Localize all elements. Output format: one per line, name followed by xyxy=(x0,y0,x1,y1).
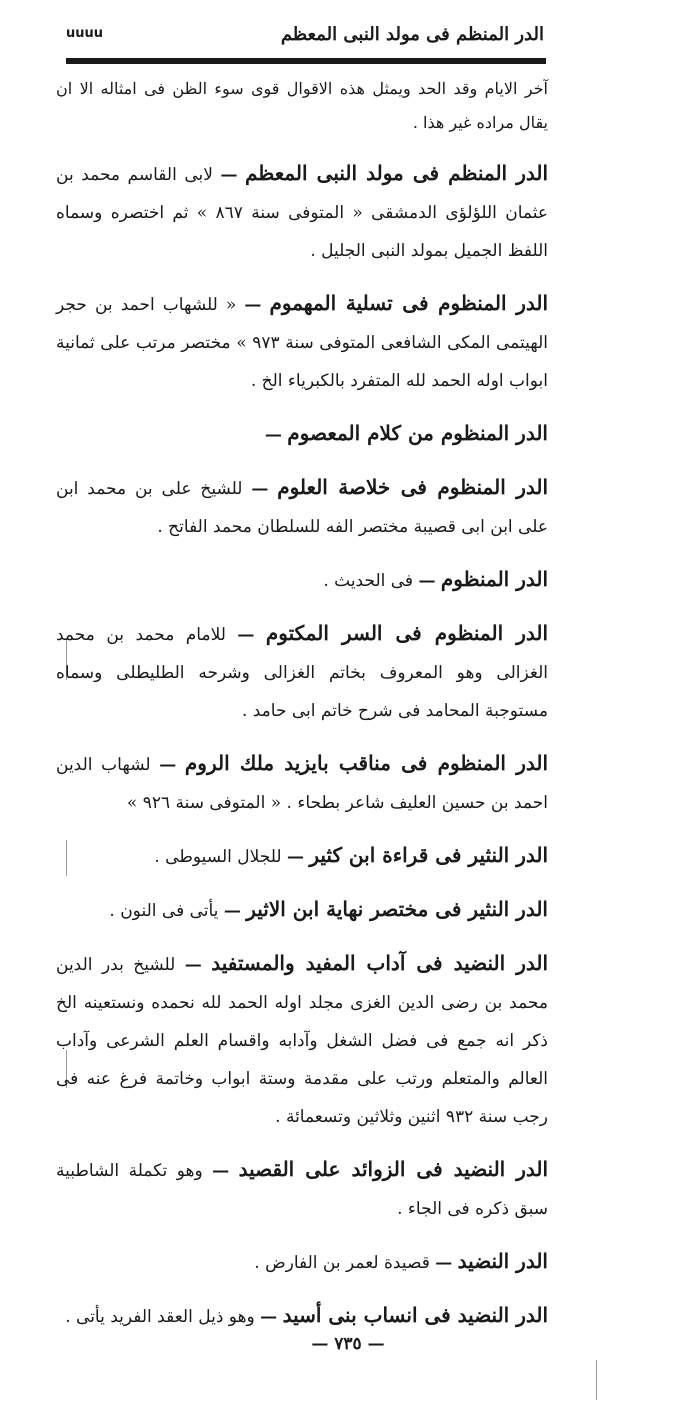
entry-paragraph xyxy=(56,284,548,400)
bibliography-entry xyxy=(56,1150,548,1228)
bibliography-entry xyxy=(56,1296,548,1336)
bibliography-entry xyxy=(56,560,548,600)
entry-title: الدر المنظوم فى مناقب بايزيد ملك الروم xyxy=(184,751,549,775)
entry-paragraph xyxy=(56,560,548,600)
entry-separator: — xyxy=(184,955,202,975)
entry-text: للجلال السيوطى . xyxy=(154,847,282,867)
entry-title: الدر المنظوم فى تسلية المهموم xyxy=(269,291,548,315)
bibliography-entry xyxy=(56,414,548,454)
entry-title: الدر المنظوم من كلام المعصوم xyxy=(287,421,548,445)
margin-mark xyxy=(596,1360,597,1400)
entry-separator: — xyxy=(251,479,269,499)
entry-text: لابى القاسم محمد بن عثمان اللؤلؤى الدمشقى « المتوفى سنة ٨٦٧ » ثم اختصره وسماه اللفظ الجميل بمولد النبى الجليل . xyxy=(56,165,548,261)
bibliography-entry xyxy=(56,72,548,140)
entry-paragraph xyxy=(56,468,548,546)
entry-title: الدر المنظوم فى السر المكتوم xyxy=(265,621,548,645)
entry-paragraph xyxy=(56,154,548,270)
entry-text: آخر الايام وقد الحد ويمثل هذه الاقوال قوى سوء الظن فى امثاله الا ان يقال مراده غير هذا . xyxy=(56,79,549,132)
entry-separator: — xyxy=(435,1253,453,1273)
bibliography-entry xyxy=(56,1242,548,1282)
entry-title: الدر النضيد فى آداب المفيد والمستفيد xyxy=(211,951,548,975)
bibliography-entry xyxy=(56,890,548,930)
entry-title: الدر المنظوم xyxy=(440,567,548,591)
entry-paragraph xyxy=(56,890,548,930)
entry-text: للامام محمد بن محمد الغزالى وهو المعروف بخاتم الغزالى وشرحه الطليطلى وسماه مستوجبة المحامد فى شرح خاتم ابى حامد . xyxy=(56,625,548,721)
entry-title: الدر النثير فى قراءة ابن كثير xyxy=(309,843,548,867)
entry-paragraph xyxy=(56,944,548,1136)
page-number: — ٧٣٥ — xyxy=(311,1334,385,1354)
bibliography-entry xyxy=(56,154,548,270)
bibliography-entry xyxy=(56,284,548,400)
bibliography-entry xyxy=(56,944,548,1136)
entry-paragraph xyxy=(56,1150,548,1228)
running-title: الدر المنظم فى مولد النبى المعظم xyxy=(280,24,544,45)
entry-separator: — xyxy=(264,425,282,445)
entry-separator: — xyxy=(418,571,436,591)
entry-title: الدر النضيد فى الزوائد على القصيد xyxy=(238,1157,549,1181)
entry-separator: — xyxy=(286,847,304,867)
entry-paragraph xyxy=(56,1242,548,1282)
bibliography-entry xyxy=(56,614,548,730)
entry-text: قصيدة لعمر بن الفارض . xyxy=(254,1253,430,1273)
entry-text: لشهاب الدين احمد بن حسين العليف شاعر بطحاء . « المتوفى سنة ٩٢٦ » xyxy=(56,755,548,813)
entry-separator: — xyxy=(159,755,177,775)
entry-paragraph xyxy=(56,614,548,730)
entry-text: يأتى فى النون . xyxy=(109,901,219,921)
page-mark: uuuu xyxy=(66,26,104,41)
bibliography-entry xyxy=(56,836,548,876)
entry-text: وهو تكملة الشاطبية سبق ذكره فى الجاء . xyxy=(56,1161,548,1219)
bibliography-entry xyxy=(56,468,548,546)
entry-separator: — xyxy=(260,1307,278,1327)
entry-text: فى الحديث . xyxy=(323,571,414,591)
header-rule xyxy=(66,58,546,64)
entry-separator: — xyxy=(237,625,255,645)
entry-paragraph xyxy=(56,414,548,454)
entry-text: للشيخ بدر الدين محمد بن رضى الدين الغزى مجلد اوله الحمد لله نحمده ونستعينه الخ ذكر انه جمع فى فضل الشغل وآدابه واقسام العلم الشرعى وآداب العالم والمتعلم ورتب على مقدمة وستة ابواب وخاتمة فرغ عنه فى رجب سنة ٩٣٢ اثنين وثلاثين وتسعمائة . xyxy=(56,955,548,1127)
entry-text: وهو ذيل العقد الفريد يأتى . xyxy=(65,1307,255,1327)
entry-title: الدر النضيد xyxy=(457,1249,548,1273)
entry-list xyxy=(56,72,548,1350)
entry-title: الدر النضيد فى انساب بنى أسيد xyxy=(282,1303,548,1327)
entry-separator: — xyxy=(220,165,238,185)
entry-paragraph xyxy=(56,836,548,876)
running-header xyxy=(66,22,544,52)
entry-paragraph xyxy=(56,744,548,822)
bibliography-entry xyxy=(56,744,548,822)
entry-separator: — xyxy=(212,1161,230,1181)
entry-paragraph xyxy=(56,72,548,140)
entry-text: للشيخ على بن محمد ابن على ابن ابى قصيبة مختصر الفه للسلطان محمد الفاتح . xyxy=(56,479,548,537)
entry-text: « للشهاب احمد بن حجر الهيتمى المكى الشافعى المتوفى سنة ٩٧٣ » مختصر مرتب على ثمانية ابواب اوله الحمد لله المتفرد بالكبرياء الخ . xyxy=(56,295,548,391)
entry-title: الدر النثير فى مختصر نهاية ابن الاثير xyxy=(246,897,548,921)
entry-separator: — xyxy=(244,295,262,315)
entry-title: الدر المنظوم فى خلاصة العلوم xyxy=(277,475,549,499)
entry-title: الدر المنظم فى مولد النبى المعظم xyxy=(244,161,549,185)
entry-paragraph xyxy=(56,1296,548,1336)
entry-separator: — xyxy=(223,901,241,921)
